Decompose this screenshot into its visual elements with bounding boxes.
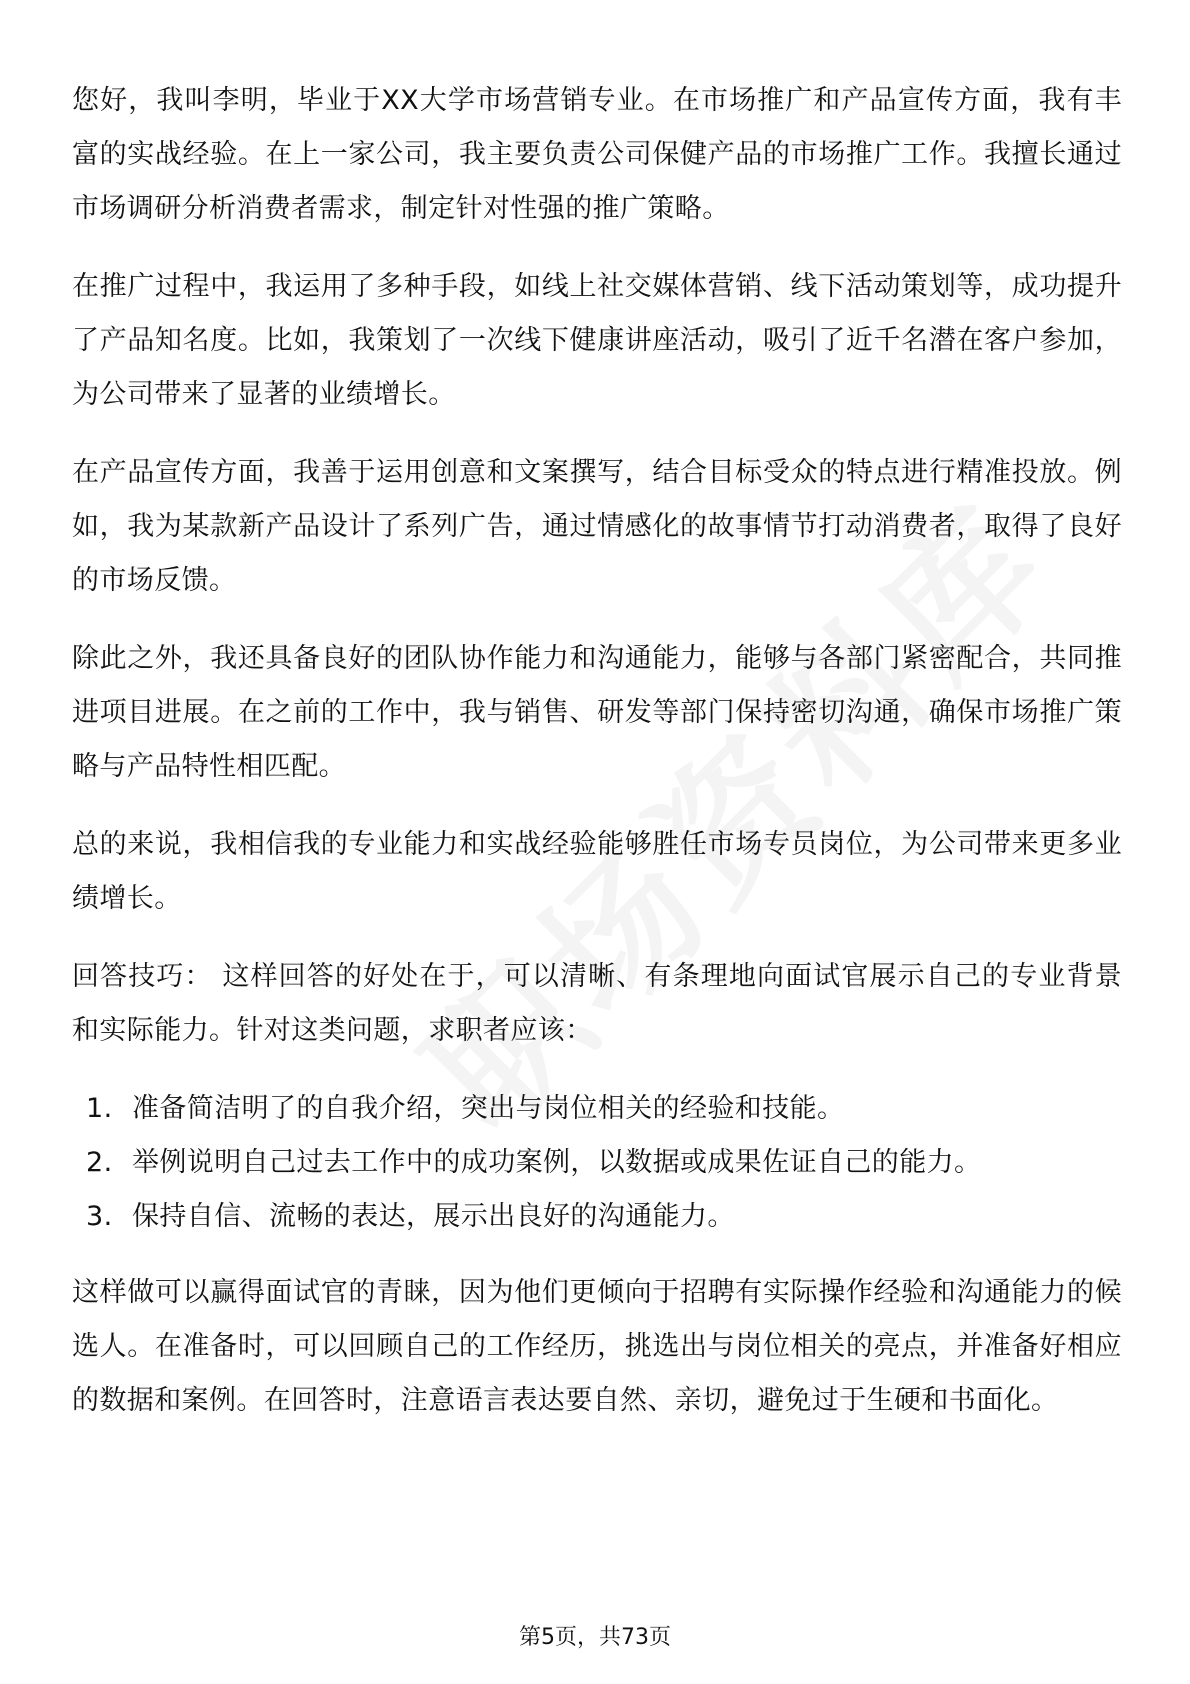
- list-number: 2.: [86, 1147, 113, 1178]
- list-text: 准备简洁明了的自我介绍，突出与岗位相关的经验和技能。: [132, 1093, 845, 1124]
- paragraph-summary: 总的来说，我相信我的专业能力和实战经验能够胜任市场专员岗位，为公司带来更多业绩增长。: [72, 829, 1122, 914]
- document-body: [72, 74, 1122, 1452]
- list-item: [72, 1136, 1122, 1190]
- paragraph-closing: 这样做可以赢得面试官的青睐，因为他们更倾向于招聘有实际操作经验和沟通能力的候选人。在准备时，可以回顾自己的工作经历，挑选出与岗位相关的亮点，并准备好相应的数据和案例。在回答时，注意语言表达要自然、亲切，避免过于生硬和书面化。: [72, 1277, 1122, 1416]
- paragraph-publicity: 在产品宣传方面，我善于运用创意和文案撰写，结合目标受众的特点进行精准投放。例如，我为某款新产品设计了系列广告，通过情感化的故事情节打动消费者，取得了良好的市场反馈。: [72, 457, 1122, 596]
- list-number: 3.: [86, 1201, 113, 1232]
- page-footer: 第5页，共73页: [519, 1625, 671, 1650]
- list-item: [72, 1190, 1122, 1244]
- tips-list: [72, 1082, 1122, 1244]
- list-text: 举例说明自己过去工作中的成功案例，以数据或成果佐证自己的能力。: [132, 1147, 982, 1178]
- list-text: 保持自信、流畅的表达，展示出良好的沟通能力。: [132, 1201, 735, 1232]
- paragraph-intro: 您好，我叫李明，毕业于XX大学市场营销专业。在市场推广和产品宣传方面，我有丰富的实战经验。在上一家公司，我主要负责公司保健产品的市场推广工作。我擅长通过市场调研分析消费者需求，制定针对性强的推广策略。: [72, 85, 1122, 224]
- paragraph-teamwork: 除此之外，我还具备良好的团队协作能力和沟通能力，能够与各部门紧密配合，共同推进项目进展。在之前的工作中，我与销售、研发等部门保持密切沟通，确保市场推广策略与产品特性相匹配。: [72, 643, 1122, 782]
- list-number: 1.: [86, 1093, 113, 1124]
- list-item: [72, 1082, 1122, 1136]
- paragraph-promotion: 在推广过程中，我运用了多种手段，如线上社交媒体营销、线下活动策划等，成功提升了产品知名度。比如，我策划了一次线下健康讲座活动，吸引了近千名潜在客户参加，为公司带来了显著的业绩增长。: [72, 271, 1122, 410]
- paragraph-tips: 回答技巧： 这样回答的好处在于，可以清晰、有条理地向面试官展示自己的专业背景和实际能力。针对这类问题，求职者应该：: [72, 961, 1122, 1046]
